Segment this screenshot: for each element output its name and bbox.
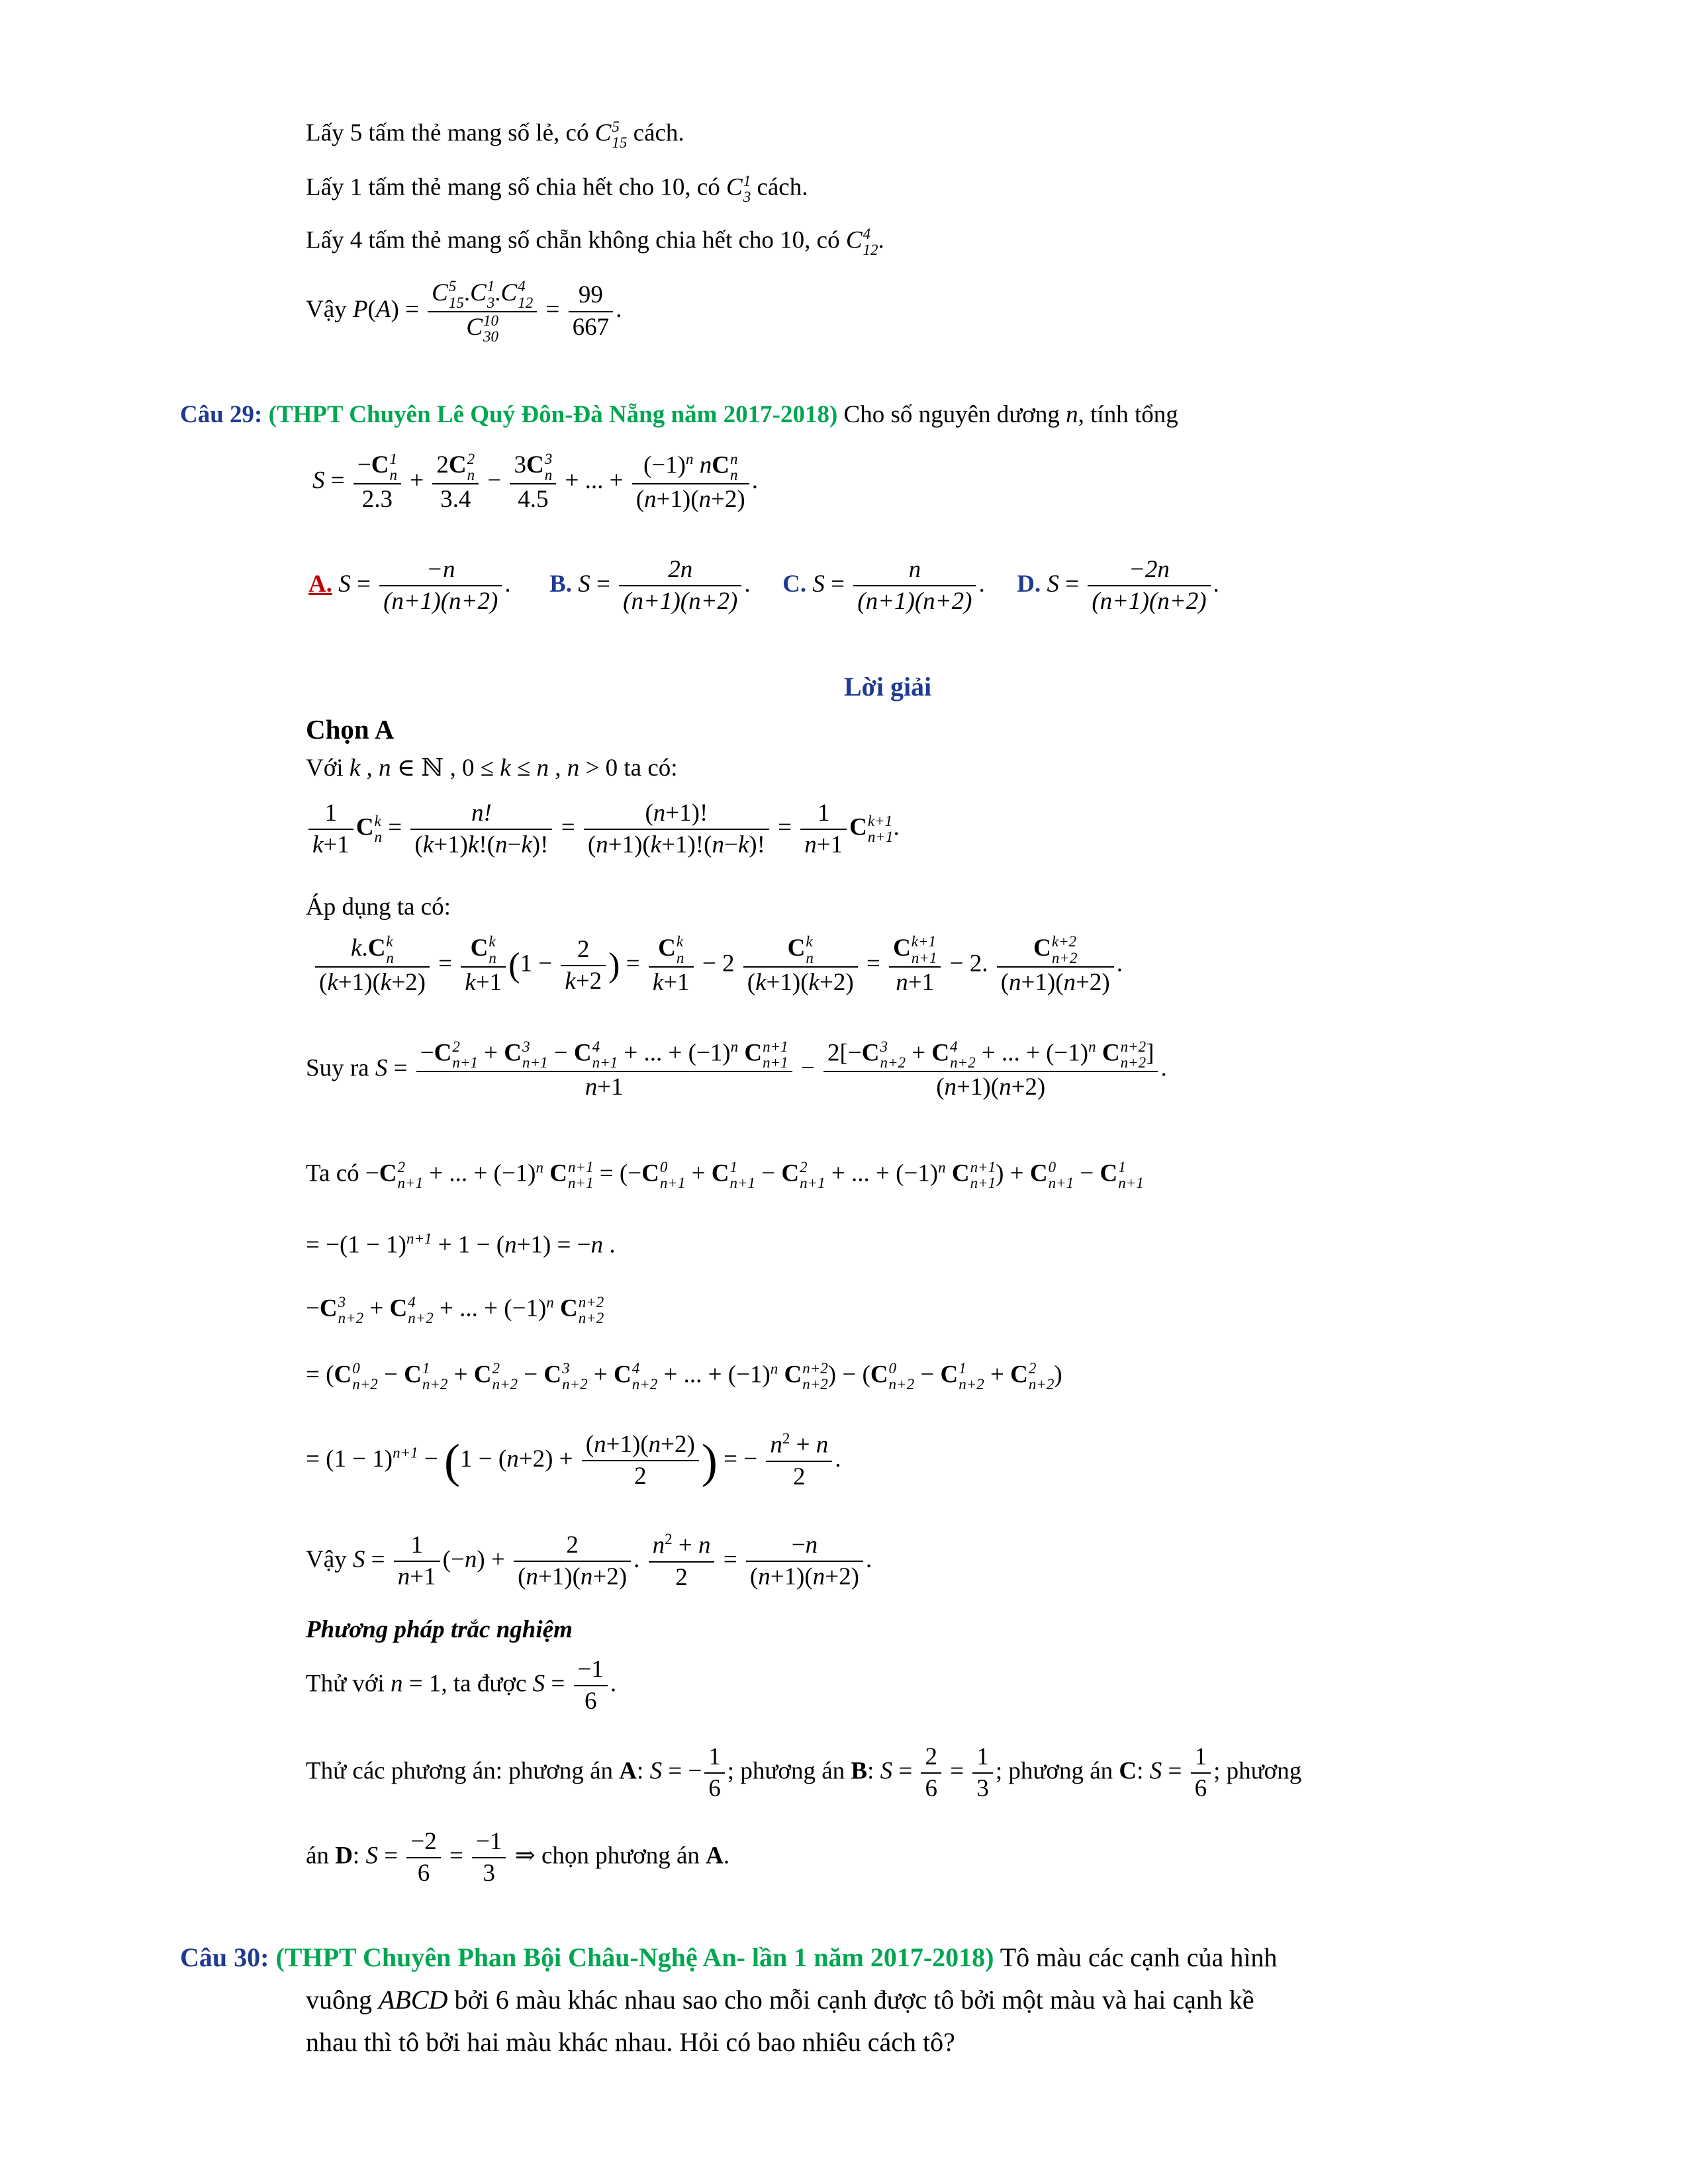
sol-ta-co-1: Ta có −C 2 n+1 + ... + $(-1)^n$ C n+1 n+1 = (−C 0 n+1 + C 1 n+1 − C 2 n+1 + ... + $(-1)^n$ C n+1 n+1 ) + C 0 n+1 − C 1 n+1	[306, 1159, 1144, 1192]
option-c[interactable]: C. S = $\frac{n}{(n+1)(n+2)}$ .	[782, 556, 985, 615]
q30-line-3: nhau thì tô bởi hai màu khác nhau. Hỏi có bao nhiêu cách tô?	[306, 2027, 955, 2057]
sol-identity: $\frac{1}{k+1}$ C k n = $\frac{n!}{(k+1)k!(n-k)!}$ = $\frac{(n+1)!}{(n+1)(k+1)!(n-k)!}$ = $\frac{1}{n+1}$ C k+1 n+1 .	[306, 798, 900, 861]
sol-try-options: Thử các phương án: phương án A: S = − $\frac{1}{6}$ ; phương án B: S = $\frac{2}{6}$ = $\frac{1}{3}$ ; phương án C: S = $\frac{1}{6}$ ; phương	[306, 1743, 1302, 1803]
sol-ta-co-2: = $-(1 - 1)^{n+1} + 1 - (n+1) = -n$ .	[306, 1230, 616, 1259]
sol-try-option-d: án D: S = $\frac{-2}{6}$ = $\frac{-1}{3}$ ⇒ chọn phương án A.	[306, 1828, 730, 1888]
q29-sum-formula: S = −C 1 n 2.3 + 2C 2 n 3.4 − 3C 3 n 4.5 + ... + $(-1)^n$ nC n n (n+1)(n+2) .	[312, 450, 758, 513]
q30-source: (THPT Chuyên Phan Bội Châu-Nghệ An- lần 1 năm 2017-2018)	[275, 1942, 994, 1972]
sol-suy-ra: Suy ra S = −C 2 n+1 + C 3 n+1 − C 4 n+1 + ... + $(-1)^n$ C n+1 n+1 n+1 − 2[−C 3 n+2 + C 4 n+2 + ... + $(-1)^n$ C n+2 n+2 ] (n+1)(n+2) .	[306, 1038, 1167, 1101]
option-d[interactable]: D. S = $\frac{-2n}{(n+1)(n+2)}$ .	[1017, 556, 1219, 615]
sol-final: Vậy S = $\frac{1}{n+1}$ (−n) + $\frac{2}{(n+1)(n+2)}$ . $\frac{n^2 + n}{2}$ = $\frac{-n}{(n+1)(n+2)}$ .	[306, 1531, 872, 1591]
intro-line-3: Lấy 4 tấm thẻ mang số chẵn không chia hết cho 10, có C 4 12 .	[306, 226, 884, 259]
intro-line-4: Vậy P(A) = C 5 15 .C 1 3 .C 4 12 C 10 30 = $\frac{99}{667}$ .	[306, 278, 622, 345]
intro-line-1: Lấy 5 tấm thẻ mang số lẻ, có C 5 15 cách.	[306, 118, 684, 152]
sol-sum2-1: −C 3 n+2 + C 4 n+2 + ... + $(-1)^n$ C n+2 n+2	[306, 1294, 604, 1327]
solution-choice: Chọn A	[306, 714, 395, 745]
sol-apply: Áp dụng ta có:	[306, 893, 451, 921]
q30-label: Câu 30:	[180, 1942, 269, 1972]
q30-heading: Câu 30: (THPT Chuyên Phan Bội Châu-Nghệ An- lần 1 năm 2017-2018) Tô màu các cạnh của hình	[180, 1942, 1278, 1972]
q29-heading: Câu 29: (THPT Chuyên Lê Quý Đôn-Đà Nẵng năm 2017-2018) Cho số nguyên dương n, tính tổng	[180, 401, 1178, 428]
sol-try: Thử với n = 1, ta được S = $\frac{-1}{6}$ .	[306, 1656, 617, 1715]
q30-line-2: vuông ABCD bởi 6 màu khác nhau sao cho mỗi cạnh được tô bởi một màu và hai cạnh kề	[306, 1985, 1254, 2015]
sol-with-line: Với k , n ∈ ℕ , 0 ≤ k ≤ n , n > 0 ta có:	[306, 754, 678, 782]
option-b[interactable]: B. S = $\frac{2n}{(n+1)(n+2)}$ .	[549, 556, 751, 615]
sol-apply-formula: k.C k n (k+1)(k+2) = C k n k+1 (1 − $\frac{2}{k+2}$ ) = C k n k+1 − 2 C k n (k+1)(k+2) = C k+1 n+1 n+1 − 2. C k+2 n+2 (n+1)(n+2) .	[312, 933, 1123, 998]
solution-title: Lời giải	[844, 672, 932, 702]
intro-line-2: Lấy 1 tấm thẻ mang số chia hết cho 10, có C 1 3 cách.	[306, 173, 808, 206]
q29-label: Câu 29:	[180, 401, 263, 428]
q29-source: (THPT Chuyên Lê Quý Đôn-Đà Nẵng năm 2017-2018)	[268, 401, 838, 428]
option-a[interactable]: A. S = $\frac{-n}{(n+1)(n+2)}$ .	[308, 556, 511, 615]
sol-sum2-2: = (C 0 n+2 − C 1 n+2 + C 2 n+2 − C 3 n+2 + C 4 n+2 + ... + $(-1)^n$ C n+2 n+2 ) − (C 0 n+2 − C 1 n+2 + C 2 n+2 )	[306, 1360, 1062, 1393]
sol-sum2-3: = $(1 - 1)^{n+1} - (1 - (n+2)$ + $\frac{(n+1)(n+2)}{2}$ ) = − $\frac{n^2 + n}{2}$ .	[306, 1430, 841, 1490]
q29-options	[308, 555, 1219, 617]
sol-method-title: Phương pháp trắc nghiệm	[306, 1616, 573, 1643]
